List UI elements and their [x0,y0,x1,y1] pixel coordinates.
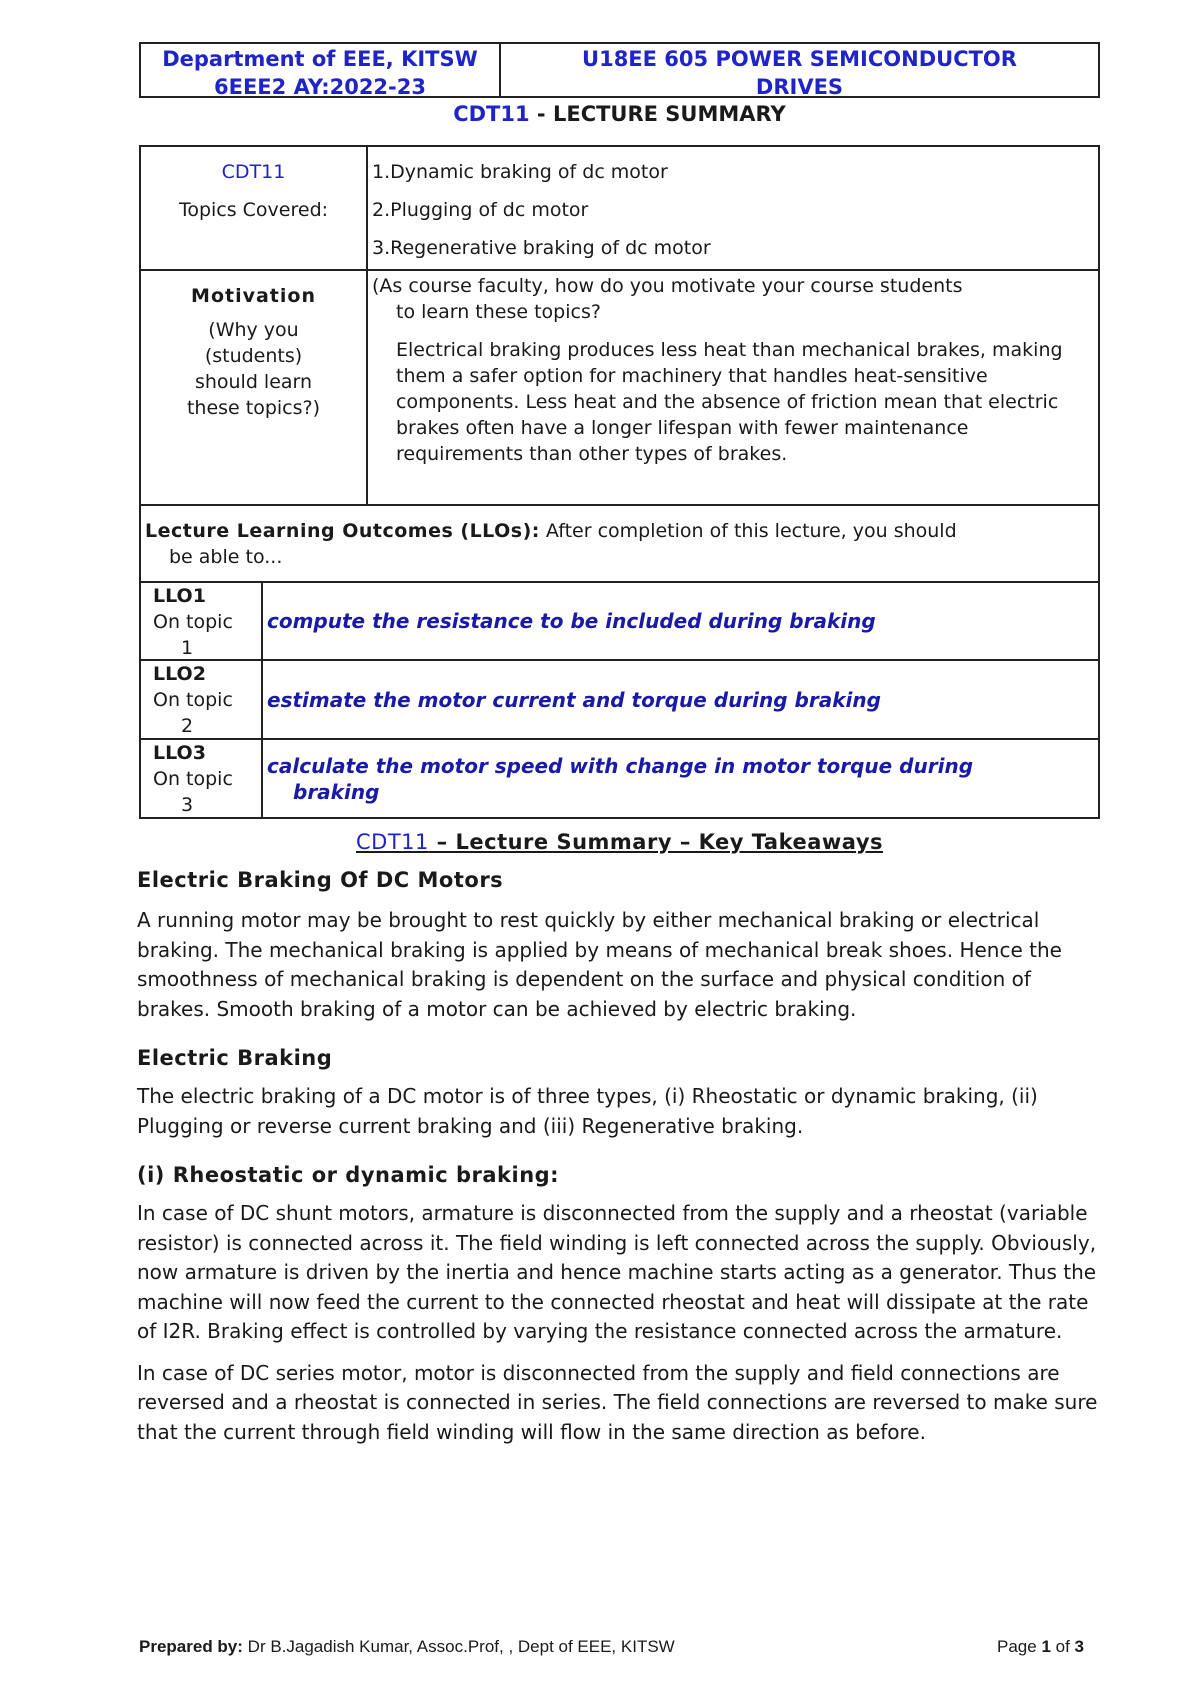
course-line-1: U18EE 605 POWER SEMICONDUCTOR [582,47,1017,71]
motivation-label: Motivation [191,285,316,307]
llo-topic: On topic [153,611,233,633]
llo-outcome [263,661,1098,738]
llo-line: calculate the motor speed with change in motor torque during [267,753,974,778]
summary-title [137,830,1102,854]
llo-outcome [263,740,1098,817]
llo-outcome-text [267,608,876,634]
course-line-2: DRIVES [755,75,844,99]
llo-id-cell [141,661,263,738]
motivation-sub: should learn [194,371,313,393]
summary-table [139,145,1100,819]
llo-row [139,661,1100,740]
prepared-label: Prepared by: [139,1637,243,1656]
header-box [139,42,1100,98]
llo-topic: On topic [153,768,233,790]
page-title [139,102,1100,126]
summary-title-text: – Lecture Summary – Key Takeaways [428,830,884,854]
llo-outcome-text [267,753,973,805]
llo-topic-num: 3 [181,794,194,816]
motivation-sub: these topics?) [186,397,321,419]
footer-prepared [139,1637,675,1656]
department-cell [141,44,501,99]
page-total: 3 [1074,1637,1084,1656]
topic-item: 1.Dynamic braking of dc motor [372,161,668,183]
section-heading: Electric Braking Of DC Motors [137,868,504,892]
llo-header-text-cont: be able to... [169,546,283,568]
llo-row [139,583,1100,661]
paragraph: In case of DC shunt motors, armature is disconnected from the supply and a rheostat (variable resistor) is connected across it. The field winding is left connected across the supply. Obviously, now armature is driven by the inertia and hence machine starts acting as a generator. Thus the machine will now feed the current to the connected rheostat and heat will dissipate at the rate of I2R. Braking effect is controlled by varying the resistance connected across the armature. [137,1201,1097,1343]
llo-topic-num: 1 [181,637,194,659]
lecture-summary [137,830,1102,1447]
department-line: Department of EEE, KITSW [162,47,478,71]
section-heading: Electric Braking [137,1046,333,1070]
llo-id: LLO1 [153,585,206,607]
llo-outcome [263,583,1098,659]
title-code: CDT11 [453,102,530,126]
page-num: 1 [1041,1637,1051,1656]
llo-header [141,506,961,581]
topics-row [139,145,1100,271]
motivation-sub: (Why you [208,319,299,341]
llo-id: LLO3 [153,742,206,764]
page-footer [139,1637,1100,1657]
summary-code: CDT11 [355,830,429,854]
motivation-content [368,271,1098,504]
paragraph: In case of DC series motor, motor is disconnected from the supply and field connections are reversed and a rheostat is connected in series. The field connections are reversed to make sure that the current through field winding will flow in the same direction as before. [137,1360,1098,1444]
section-heading: (i) Rheostatic or dynamic braking: [137,1163,560,1187]
topics-list [368,147,1098,269]
llo-id: LLO2 [153,663,206,685]
llo-line: estimate the motor current and torque during braking [267,687,881,712]
page-number [997,1637,1084,1657]
prepared-text: Dr B.Jagadish Kumar, Assoc.Prof, , Dept of EEE, KITSW [242,1637,675,1656]
llo-id-cell [141,740,263,817]
llo-outcome-text [267,687,881,713]
topic-item: 2.Plugging of dc motor [372,199,589,221]
topic-item: 3.Regenerative braking of dc motor [372,237,711,259]
llo-row [139,740,1100,819]
motivation-label-cell [141,271,368,504]
motivation-row [139,271,1100,506]
question-line: (As course faculty, how do you motivate your course students [372,275,963,297]
motivation-answer: Electrical braking produces less heat than mechanical brakes, making them a safer option for machinery that handles heat-sensitive components. Less heat and the absence of friction mean that electric brakes often have a longer lifespan with fewer maintenance requirements than other types of brakes. [396,339,1063,465]
of-label: of [1050,1637,1075,1656]
academic-year-line: 6EEE2 AY:2022-23 [214,75,426,99]
llo-header-text: After completion of this lecture, you should [539,520,957,542]
topics-label: Topics Covered: [178,199,329,221]
topics-label-cell [141,147,368,269]
motivation-sub: (students) [204,345,303,367]
llo-header-bold: Lecture Learning Outcomes (LLOs): [145,520,540,542]
page-label: Page [997,1637,1042,1656]
llo-line: braking [293,779,380,804]
motivation-question [372,273,1098,325]
topics-code: CDT11 [221,161,286,183]
llo-header-row [139,506,1100,583]
question-line: to learn these topics? [396,301,601,323]
title-text: - LECTURE SUMMARY [529,102,786,126]
course-cell [501,44,1098,99]
llo-line: compute the resistance to be included during braking [267,609,876,633]
paragraph: The electric braking of a DC motor is of three types, (i) Rheostatic or dynamic braking, (ii) Plugging or reverse current braking and (iii) Regenerative braking. [137,1084,1038,1138]
paragraph: A running motor may be brought to rest quickly by either mechanical braking or electrical braking. The mechanical braking is applied by means of mechanical break shoes. Hence the smoothness of mechanical braking is dependent on the surface and physical condition of brakes. Smooth braking of a motor can be achieved by electric braking. [137,908,1062,1021]
llo-topic: On topic [153,689,233,711]
llo-id-cell [141,583,263,659]
llo-topic-num: 2 [181,715,194,737]
